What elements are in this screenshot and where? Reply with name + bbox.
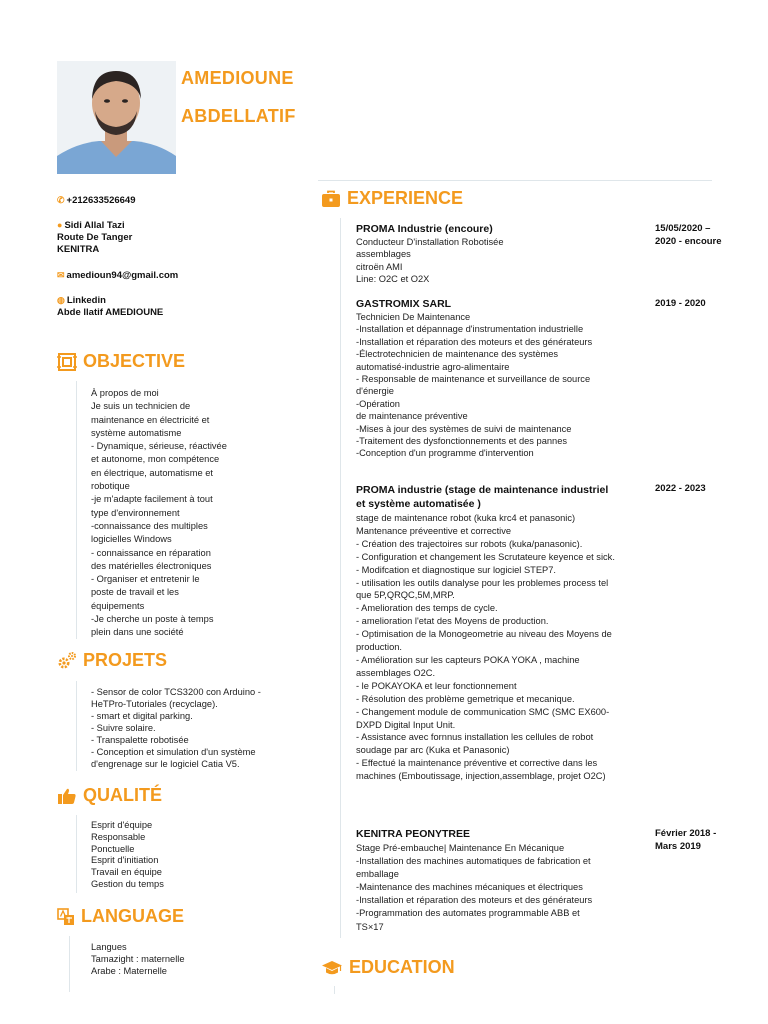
qualite-heading [57, 785, 162, 806]
education-bar [334, 986, 335, 994]
thumbs-up-icon [57, 787, 77, 805]
job-company: GASTROMIX SARL [356, 298, 452, 310]
objective-heading [57, 351, 185, 372]
job-description: Conducteur D'installation Robotisée assemblages citroën AMI Line: O2C et O2X [356, 237, 504, 285]
address-line1: Sidi Allal Tazi [64, 220, 125, 231]
experience-bar [340, 218, 341, 938]
job-date: 2022 - 2023 [655, 483, 706, 494]
address-line2: Route De Tanger [57, 232, 133, 243]
gears-icon [57, 651, 77, 671]
linkedin-name[interactable]: Abde llatif AMEDIOUNE [57, 307, 164, 318]
last-name: ABDELLATIF [181, 106, 296, 126]
objective-bar [76, 381, 77, 639]
contact-phone [57, 194, 136, 207]
job-description: stage de maintenance robot (kuka krc4 et panasonic) Mantenance préveentive et corrective - Création des trajectoires sur robots (kuka/panasonic). - Configuration et changement les Scrutateure keyence et sick. - Modifcation et diagnostique sur logiciel STEP7. - utilisation les outils danalyse pour les problemes process tel que 5P,QRQC,5M,MRP. - Amelioration des temps de cycle. - amelioration l'etat des Moyens de production. - Optimisation de la Monogeometrie au niveau des Moyens de production. - Amélioration sur les capteurs POKA YOKA , machine assemblages O2C. - le POKAYOKA et leur fonctionnement - Résolution des problème gemetrique et mecanique. - Changement module de communication SMC (SMC EX600- DXPD Digital Input Unit. - Assistance avec fornnus installation les cellules de robot soudage par arc (Kuka et Panasonic) - Effectué la maintenance préventive et corrective dans les machines (Emboutissage, injection,assemblage, projet O2C) [356, 513, 615, 782]
projets-text: - Sensor de color TCS3200 con Arduino - HeTPro-Tutoriales (recyclage). - smart et digital parking. - Suivre solaire. - Transpalette robotisée - Conception et simulation d'un système d'engrenage sur le logiciel Catia V5. [91, 687, 261, 769]
education-title: EDUCATION [349, 957, 455, 977]
job-date: 2019 - 2020 [655, 298, 706, 309]
contact-email[interactable] [57, 269, 178, 282]
job-company: PROMA Industrie (encoure) [356, 223, 493, 235]
globe-icon: ◍ [57, 295, 65, 305]
header-divider [318, 180, 712, 181]
profile-photo-illustration [57, 61, 176, 174]
phone-icon: ✆ [57, 195, 65, 205]
job-company: PROMA industrie (stage de maintenance industriel et système automatisée ) [356, 484, 609, 510]
objective-title: OBJECTIVE [83, 351, 186, 371]
qualite-bar [76, 815, 77, 893]
objective-text: À propos de moi Je suis un technicien de maintenance en électricité et système automatisme - Dynamique, sérieuse, réactivée et autonome, mon compétence en électrique, automatisme et robotique -je m'adapte facilement à tout type d'environnement -connaissance des multiples logicielles Windows - connaissance en réparation des matérielles électroniques - Organiser et entretenir le poste de travail et les équipements -Je cherche un poste à temps plein dans une société [91, 388, 227, 638]
contact-linkedin[interactable] [57, 294, 163, 319]
location-icon: ● [57, 220, 63, 230]
language-heading [57, 906, 184, 927]
job-company: KENITRA PEONYTREE [356, 828, 470, 840]
projets-heading [57, 650, 167, 671]
linkedin-label[interactable]: Linkedin [66, 295, 106, 306]
projets-title: PROJETS [83, 650, 168, 670]
qualite-text: Esprit d'équipe Responsable Ponctuelle Esprit d'initiation Travail en équipe Gestion du temps [91, 820, 164, 889]
target-frame-icon [57, 352, 77, 372]
job-description: Technicien De Maintenance -Installation et dépannage d'instrumentation industrielle -Installation et réparation des moteurs et des générateurs -Électrotechnicien de maintenance des systèmes automatisé-industrie agro-alimentaire - Responsable de maintenance et surveillance de source d'énergie -Opération de maintenance préventive -Mises à jour des systèmes de suivi de maintenance -Traitement des dysfonctionnements et des pannes -Conception d'un programme d'intervention [356, 312, 593, 459]
graduation-cap-icon [321, 960, 343, 976]
language-text: Langues Tamazight : maternelle Arabe : Maternelle [91, 942, 185, 976]
education-heading [321, 957, 455, 978]
language-bar [69, 936, 70, 992]
briefcase-icon [321, 190, 341, 208]
job-description: Stage Pré-embauche| Maintenance En Mécanique -Installation des machines automatiques de fabrication et emballage -Maintenance des machines mécaniques et électriques -Installation et réparation des moteurs et des générateurs -Programmation des automates programmable ABB et TS×17 [356, 843, 593, 932]
contact-address [57, 219, 132, 256]
projets-bar [76, 681, 77, 771]
qualite-title: QUALITÉ [83, 785, 162, 805]
phone-number: +212633526649 [66, 195, 136, 206]
profile-photo [57, 61, 176, 174]
language-title: LANGUAGE [81, 906, 184, 926]
job-date: Février 2018 - Mars 2019 [655, 828, 717, 852]
experience-title: EXPERIENCE [347, 188, 464, 208]
address-line3: KENITRA [57, 244, 100, 255]
translate-icon [57, 908, 75, 926]
experience-heading [321, 188, 463, 209]
envelope-icon: ✉ [57, 270, 65, 280]
first-name: AMEDIOUNE [181, 68, 294, 88]
job-date: 15/05/2020 – 2020 - encoure [655, 223, 722, 247]
email-address[interactable]: amedioun94@gmail.com [66, 270, 179, 281]
